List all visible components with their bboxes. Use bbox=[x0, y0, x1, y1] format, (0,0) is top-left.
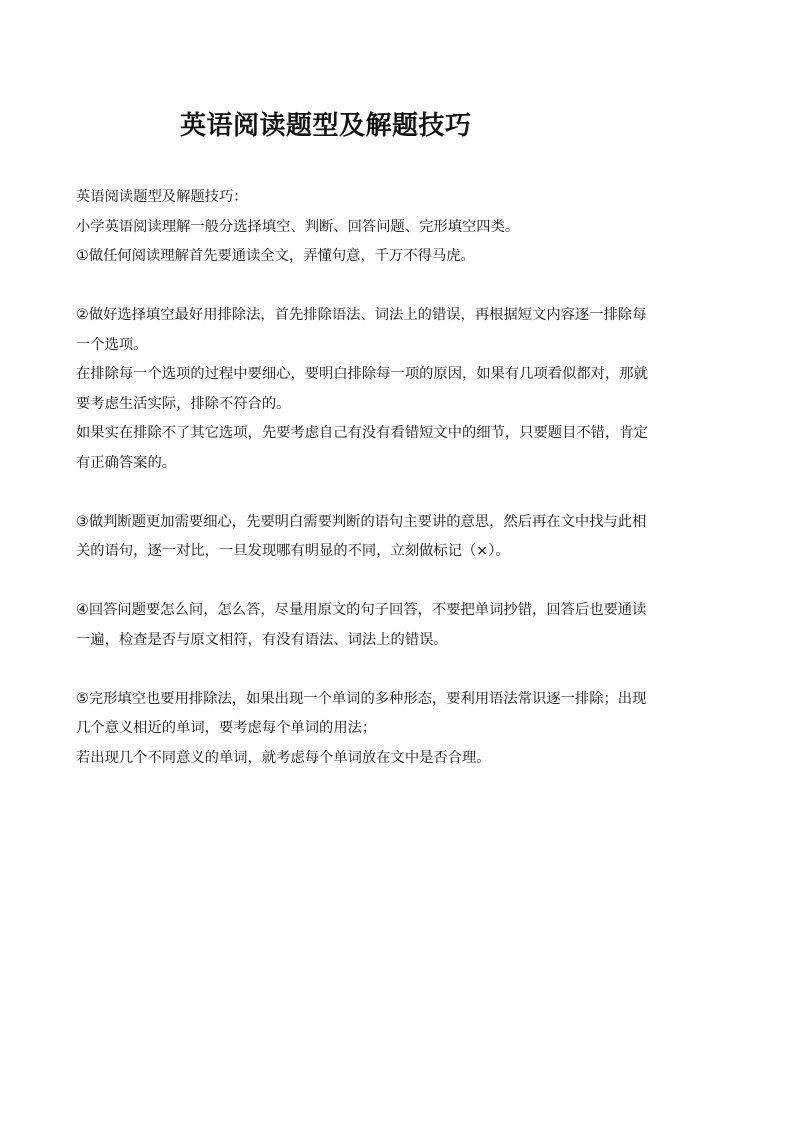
body-line-tip-2-detail-b-cont: 有正确答案的。 bbox=[76, 454, 177, 471]
document-body bbox=[76, 183, 722, 773]
body-line-tip-2-detail-b: 如果实在排除不了其它选项，先要考虑自己有没有看错短文中的细节，只要题目不错，肯定 bbox=[76, 425, 648, 441]
body-line-tip-5: ⑤完形填空也要用排除法，如果出现一个单词的多种形态，要利用语法常识逐一排除；出现 bbox=[76, 690, 647, 707]
body-line-tip-2: ②做好选择填空最好用排除法，首先排除语法、词法上的错误，再根据短文内容逐一排除每 bbox=[76, 307, 647, 323]
document-title: 英语阅读题型及解题技巧 bbox=[180, 111, 472, 141]
paragraph-gap bbox=[76, 478, 722, 508]
body-line-tip-4-cont: 一遍，检查是否与原文相符，有没有语法、词法上的错误。 bbox=[76, 631, 448, 648]
paragraph-gap bbox=[76, 567, 722, 597]
body-line-tip-4: ④回答问题要怎么问，怎么答，尽量用原文的句子回答，不要把单词抄错，回答后也要通读 bbox=[76, 602, 647, 618]
paragraph-gap bbox=[76, 272, 722, 302]
body-line-tip-3-cont: 关的语句，逐一对比，一旦发现哪有明显的不同，立刻做标记（×）。 bbox=[76, 543, 510, 559]
body-line-tip-3: ③做判断题更加需要细心，先要明白需要判断的语句主要讲的意思，然后再在文中找与此相 bbox=[76, 513, 647, 530]
body-line-tip-2-detail-a-cont: 要考虑生活实际，排除不符合的。 bbox=[76, 395, 291, 412]
body-line-tip-5-cont: 几个意义相近的单词，要考虑每个单词的用法； bbox=[76, 720, 377, 736]
body-line-tip-1: ①做任何阅读理解首先要通读全文，弄懂句意，千万不得马虎。 bbox=[76, 248, 475, 264]
body-line-tip-5-detail: 若出现几个不同意义的单词，就考虑每个单词放在文中是否合理。 bbox=[76, 749, 491, 766]
body-line-tip-2-detail-a: 在排除每一个选项的过程中要细心，要明白排除每一项的原因，如果有几项看似都对，那就 bbox=[76, 366, 648, 382]
body-line-tip-2-cont: 一个选项。 bbox=[76, 336, 148, 353]
body-line-intro: 小学英语阅读理解一般分选择填空、判断、回答问题、完形填空四类。 bbox=[76, 218, 520, 235]
body-line-heading: 英语阅读题型及解题技巧： bbox=[76, 189, 248, 205]
paragraph-gap bbox=[76, 655, 722, 685]
